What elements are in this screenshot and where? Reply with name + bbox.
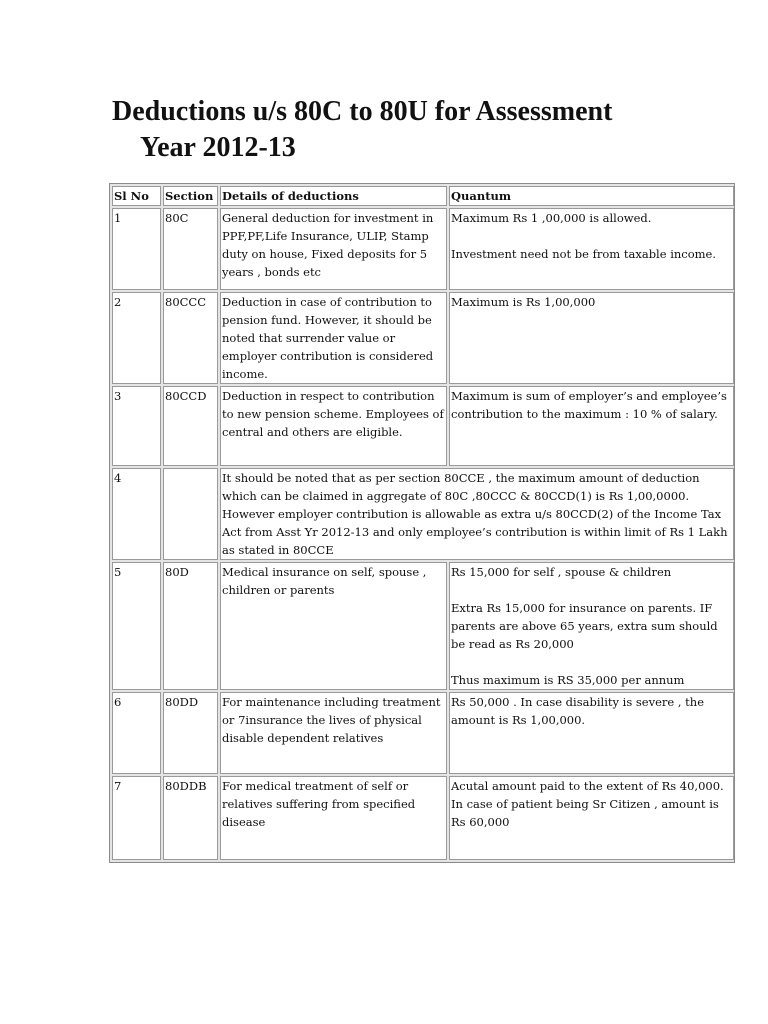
cell-note: It should be noted that as per section 80CCE , the maximum amount of deduction which can be claimed in aggregate of 80C ,80CCC & 80CCD(1) is Rs 1,00,0000. However employer contribution is allowable as extra u/s 80CCD(2) of the Income Tax Act from Asst Yr 2012-13 and only employee’s contribution is within limit of Rs 1 Lakh as stated in 80CCE xyxy=(220,468,734,560)
deductions-table-frame xyxy=(109,183,735,863)
title-line-1: Deductions u/s 80C to 80U for Assessment xyxy=(112,96,613,127)
cell-quantum: Rs 50,000 . In case disability is severe , the amount is Rs 1,00,000. xyxy=(449,692,734,774)
cell-sl-no: 5 xyxy=(112,562,161,690)
cell-section xyxy=(163,468,218,560)
quantum-text: Maximum Rs 1 ,00,000 is allowed. xyxy=(451,211,652,225)
table-header-row xyxy=(112,186,734,206)
table-row xyxy=(112,692,734,774)
cell-details: General deduction for investment in PPF,PF,Life Insurance, ULIP, Stamp duty on house, Fixed deposits for 5 years , bonds etc xyxy=(220,208,447,290)
cell-section: 80D xyxy=(163,562,218,690)
quantum-text: Thus maximum is RS 35,000 per annum xyxy=(451,673,685,687)
cell-quantum: Maximum is sum of employer’s and employee’s contribution to the maximum : 10 % of salary. xyxy=(449,386,734,466)
header-quantum: Quantum xyxy=(449,186,734,206)
cell-details: For maintenance including treatment or 7insurance the lives of physical disable dependent relatives xyxy=(220,692,447,774)
header-details: Details of deductions xyxy=(220,186,447,206)
table-row xyxy=(112,292,734,384)
cell-details: Medical insurance on self, spouse , children or parents xyxy=(220,562,447,690)
title-line-2: Year 2012-13 xyxy=(140,132,296,163)
cell-sl-no: 4 xyxy=(112,468,161,560)
cell-section: 80DDB xyxy=(163,776,218,860)
quantum-text: Investment need not be from taxable income. xyxy=(451,247,717,261)
quantum-text: Extra Rs 15,000 for insurance on parents. IF parents are above 65 years, extra sum should be read as Rs 20,000 xyxy=(451,601,718,651)
cell-section: 80C xyxy=(163,208,218,290)
cell-section: 80CCD xyxy=(163,386,218,466)
cell-sl-no: 3 xyxy=(112,386,161,466)
quantum-text: Rs 15,000 for self , spouse & children xyxy=(451,565,672,579)
cell-quantum xyxy=(449,562,734,690)
cell-details: Deduction in respect to contribution to new pension scheme. Employees of central and others are eligible. xyxy=(220,386,447,466)
table-row xyxy=(112,386,734,466)
cell-details: For medical treatment of self or relatives suffering from specified disease xyxy=(220,776,447,860)
cell-quantum xyxy=(449,208,734,290)
table-row xyxy=(112,468,734,560)
cell-sl-no: 2 xyxy=(112,292,161,384)
deductions-table xyxy=(110,184,736,862)
page-title xyxy=(112,94,712,166)
cell-sl-no: 7 xyxy=(112,776,161,860)
cell-details: Deduction in case of contribution to pension fund. However, it should be noted that surrender value or employer contribution is considered income. xyxy=(220,292,447,384)
table-row xyxy=(112,776,734,860)
table-row xyxy=(112,562,734,690)
cell-section: 80CCC xyxy=(163,292,218,384)
table-row xyxy=(112,208,734,290)
cell-sl-no: 1 xyxy=(112,208,161,290)
cell-section: 80DD xyxy=(163,692,218,774)
header-section: Section xyxy=(163,186,218,206)
cell-quantum: Maximum is Rs 1,00,000 xyxy=(449,292,734,384)
header-sl-no: Sl No xyxy=(112,186,161,206)
cell-sl-no: 6 xyxy=(112,692,161,774)
cell-quantum: Acutal amount paid to the extent of Rs 40,000. In case of patient being Sr Citizen , amount is Rs 60,000 xyxy=(449,776,734,860)
